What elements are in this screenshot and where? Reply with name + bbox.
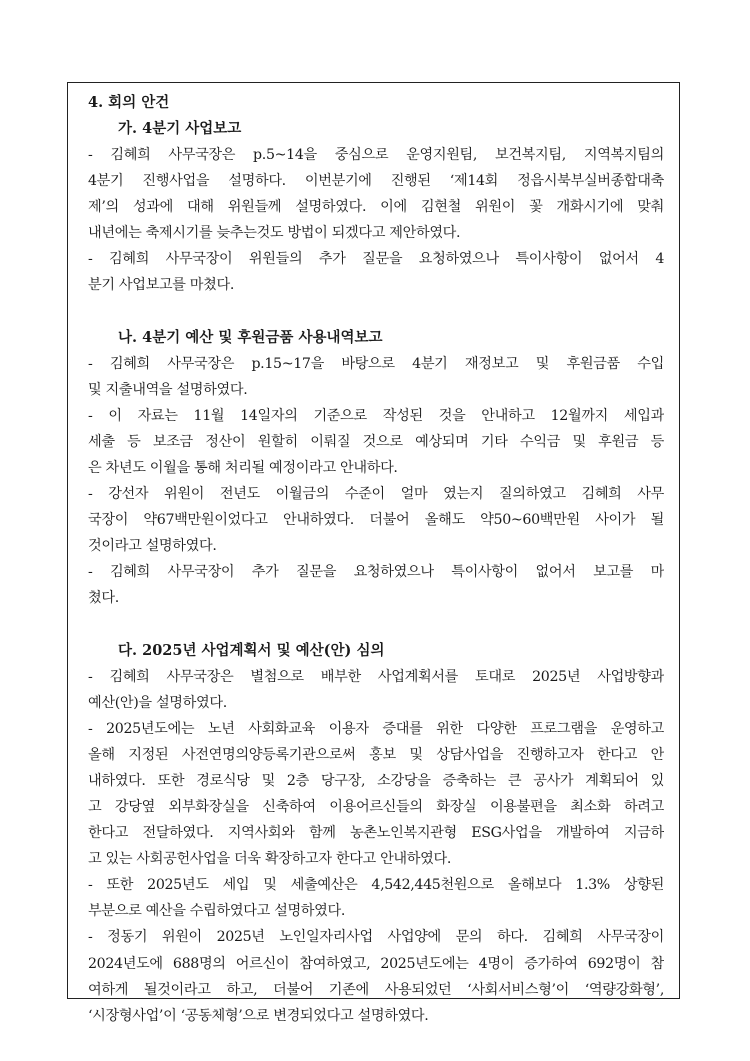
- text-line: 예산(안)을 설명하였다.: [88, 694, 227, 711]
- text-line: - 정동기 위원이 2025년 노인일자리사업 사업양에 문의 하다. 김혜희 사무국장이: [88, 929, 664, 946]
- subsection-title-b: 나. 4분기 예산 및 후원금품 사용내역보고: [118, 328, 383, 346]
- text-line: 한다고 전달하였다. 지역사회와 함께 농촌노인복지관형 ESG사업을 개발하여 지금하: [88, 825, 664, 842]
- text-line: 부분으로 예산을 수립하였다고 설명하였다.: [88, 903, 346, 920]
- text-line: 국장이 약67백만원이었다고 안내하였다. 더불어 올해도 약50~60백만원 사이가 될: [88, 512, 664, 529]
- text-line: 4분기 진행사업을 설명하다. 이번분기에 진행된 ‘제14회 정읍시북부실버종합대축: [88, 173, 664, 190]
- text-line: - 김혜희 사무국장은 별첨으로 배부한 사업계획서를 토대로 2025년 사업방향과: [88, 668, 664, 685]
- text-line: - 2025년도에는 노년 사회화교육 이용자 증대를 위한 다양한 프로그램을 운영하고: [88, 720, 664, 737]
- text-line: 세출 등 보조금 정산이 원할히 이뤄질 것으로 예상되며 기타 수익금 및 후원금 등: [88, 433, 664, 450]
- text-line: - 강선자 위원이 전년도 이월금의 수준이 얼마 였는지 질의하였고 김혜희 사무: [88, 486, 664, 503]
- text-line: 쳤다.: [88, 590, 119, 607]
- paragraph-a1: [88, 142, 664, 246]
- paragraph-c1: [88, 664, 664, 716]
- text-line: - 또한 2025년도 세입 및 세출예산은 4,542,445천원으로 올해보다 1.3% 상향된: [88, 877, 664, 894]
- document-body: [88, 90, 664, 1029]
- paragraph-b4: [88, 559, 664, 611]
- text-line: - 이 자료는 11월 14일자의 기준으로 작성된 것을 안내하고 12월까지 세입과: [88, 407, 664, 424]
- subsection-title-c: 다. 2025년 사업계획서 및 예산(안) 심의: [118, 641, 385, 659]
- text-line: 2024년도에 688명의 어르신이 참여하였고, 2025년도에는 4명이 증가하여 692명이 참: [88, 955, 664, 972]
- text-line: 내하였다. 또한 경로식당 및 2층 당구장, 소강당을 증축하는 큰 공사가 계획되어 있: [88, 772, 664, 789]
- blank-line: [88, 299, 664, 325]
- paragraph-b3: [88, 481, 664, 559]
- text-line: 분기 사업보고를 마쳤다.: [88, 277, 235, 294]
- paragraph-c2: [88, 716, 664, 873]
- text-line: 은 차년도 이월을 통해 처리될 예정이라고 안내하다.: [88, 459, 398, 476]
- subsection-title-a: 가. 4분기 사업보고: [118, 120, 242, 137]
- paragraph-a2: [88, 246, 664, 298]
- blank-line: [88, 612, 664, 638]
- text-line: - 김혜희 사무국장이 추가 질문을 요청하였으나 특이사항이 없어서 보고를 마: [88, 564, 664, 581]
- text-line: 것이라고 설명하였다.: [88, 538, 217, 555]
- text-line: 및 지출내역을 설명하였다.: [88, 381, 248, 398]
- paragraph-c4: [88, 924, 664, 1028]
- paragraph-b1: [88, 351, 664, 403]
- paragraph-c3: [88, 872, 664, 924]
- paragraph-b2: [88, 403, 664, 481]
- text-line: - 김혜희 사무국장은 p.5~14을 중심으로 운영지원팀, 보건복지팀, 지역복지팀의: [88, 147, 664, 163]
- section-title: 4. 회의 안건: [88, 94, 170, 111]
- text-line: - 김혜희 사무국장은 p.15~17을 바탕으로 4분기 재정보고 및 후원금품 수입: [88, 355, 664, 372]
- text-line: 올해 지정된 사전연명의양등록기관으로써 홍보 및 상담사업을 진행하고자 한다고 안: [88, 746, 664, 763]
- text-line: 제’의 성과에 대해 위원들께 설명하였다. 이에 김현철 위원이 꽃 개화시기에 맞춰: [88, 199, 664, 216]
- text-line: 내년에는 축제시기를 늦추는것도 방법이 되겠다고 제안하였다.: [88, 225, 461, 242]
- text-line: 여하게 될것이라고 하고, 더불어 기존에 사용되었던 ‘사회서비스형’이 ‘역량강화형’,: [88, 981, 664, 998]
- text-line: 고 있는 사회공헌사업을 더욱 확장하고자 한다고 안내하였다.: [88, 851, 451, 868]
- text-line: 고 강당옆 외부화장실을 신축하여 이용어르신들의 화장실 이용불편을 최소화 하려고: [88, 798, 664, 815]
- text-line: ‘시장형사업’이 ‘공동체형’으로 변경되었다고 설명하였다.: [88, 1007, 429, 1024]
- text-line: - 김혜희 사무국장이 위원들의 추가 질문을 요청하였으나 특이사항이 없어서 4: [88, 251, 664, 268]
